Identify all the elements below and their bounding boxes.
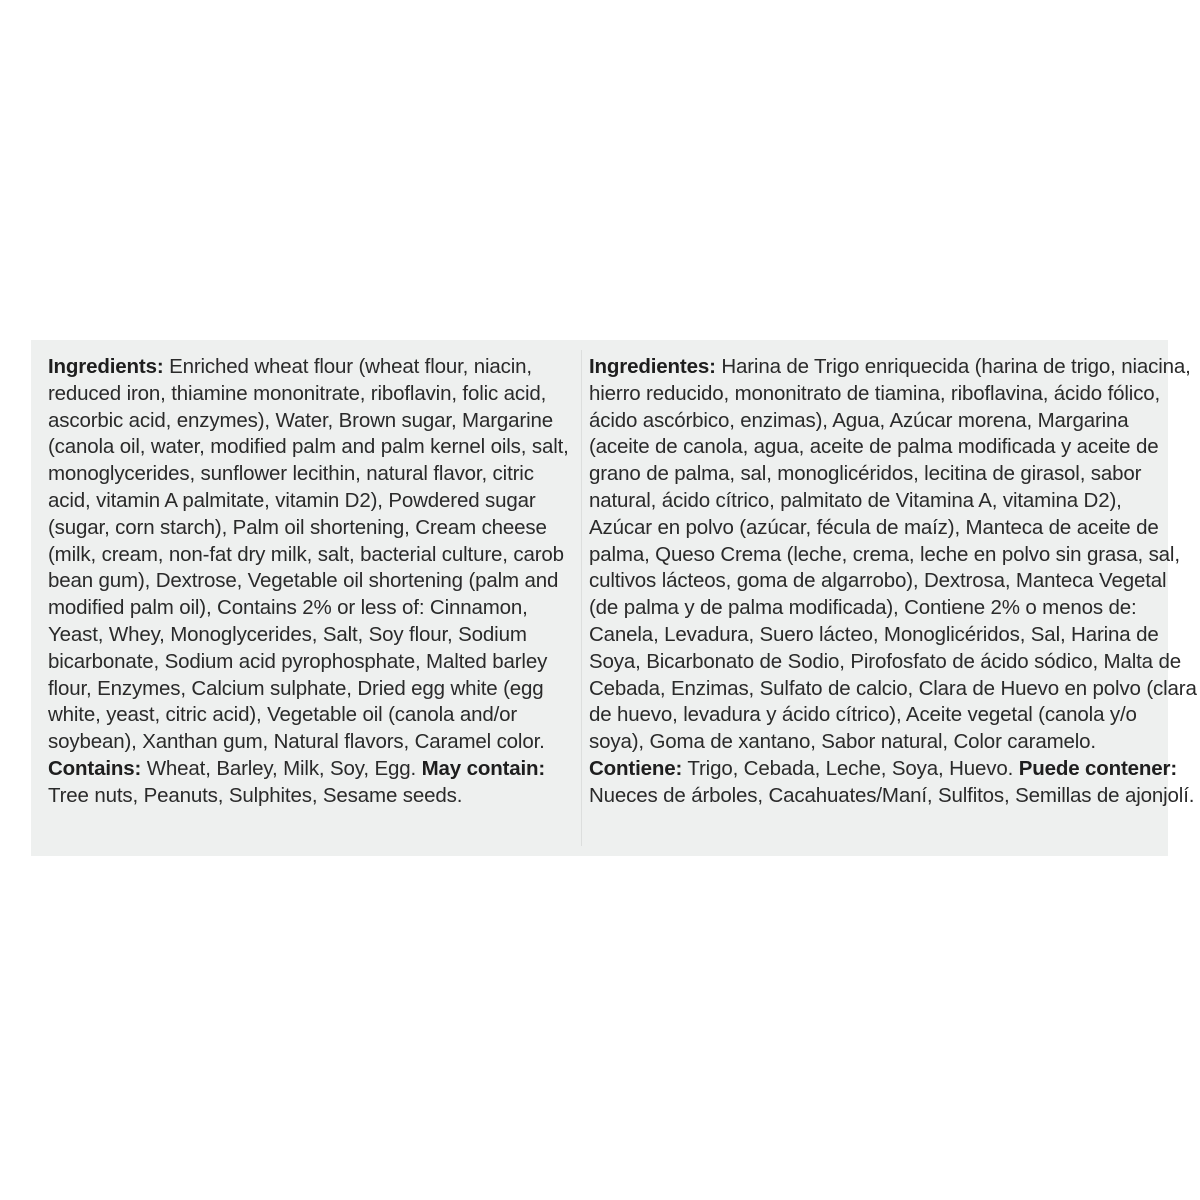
ingredientes-line: grano de palma, sal, monoglicéridos, lecitina de girasol, sabor: [589, 462, 1142, 486]
ingredients-line: (sugar, corn starch), Palm oil shortening, Cream cheese: [48, 515, 547, 539]
ingredientes-heading: Ingredientes:: [589, 355, 716, 378]
spanish-ingredients-column: [589, 354, 1197, 810]
puede-contener-text: Nueces de árboles, Cacahuates/Maní, Sulfitos, Semillas de ajonjolí.: [589, 783, 1195, 807]
may-contain-heading: May contain:: [421, 756, 546, 780]
alergenos-line: [589, 756, 1178, 783]
ingredientes-line: de huevo, levadura y ácido cítrico), Aceite vegetal (canola y/o: [589, 703, 1137, 727]
ingredients-line: acid, vitamin A palmitate, vitamin D2), Powdered sugar: [48, 488, 536, 512]
english-ingredients-column: [48, 354, 588, 810]
ingredient-label-panel: [31, 340, 1197, 856]
ingredients-line: soybean), Xanthan gum, Natural flavors, Caramel color.: [48, 730, 545, 754]
ingredientes-line: hierro reducido, mononitrato de tiamina, riboflavina, ácido fólico,: [589, 381, 1161, 405]
ingredientes-line: ácido ascórbico, enzimas), Agua, Azúcar morena, Margarina: [589, 408, 1129, 432]
ingredientes-line: Azúcar en polvo (azúcar, fécula de maíz), Manteca de aceite de: [589, 515, 1159, 539]
ingredients-line: white, yeast, citric acid), Vegetable oil (canola and/or: [48, 703, 518, 727]
ingredients-line: Yeast, Whey, Monoglycerides, Salt, Soy flour, Sodium: [48, 622, 527, 646]
contiene-heading: Contiene:: [589, 756, 683, 780]
ingredientes-line: (de palma y de palma modificada), Contiene 2% o menos de:: [589, 596, 1137, 620]
ingredients-line: bean gum), Dextrose, Vegetable oil shortening (palm and: [48, 569, 559, 593]
ingredients-line: Ingredients: Enriched wheat flour (wheat flour, niacin,: [48, 355, 532, 378]
ingredients-line: modified palm oil), Contains 2% or less of: Cinnamon,: [48, 596, 528, 620]
may-contain-text: Tree nuts, Peanuts, Sulphites, Sesame seeds.: [48, 783, 463, 807]
contiene-text: Trigo, Cebada, Leche, Soya, Huevo.: [687, 756, 1014, 780]
ingredients-line: monoglycerides, sunflower lecithin, natural flavor, citric: [48, 462, 534, 486]
ingredients-heading: Ingredients:: [48, 355, 164, 378]
ingredients-line: (canola oil, water, modified palm and palm kernel oils, salt,: [48, 435, 569, 459]
ingredientes-line: Ingredientes: Harina de Trigo enriquecida (harina de trigo, niacina,: [589, 355, 1191, 378]
ingredients-line: ascorbic acid, enzymes), Water, Brown sugar, Margarine: [48, 408, 553, 432]
contains-text: Wheat, Barley, Milk, Soy, Egg.: [146, 756, 417, 780]
ingredientes-line: soya), Goma de xantano, Sabor natural, Color caramelo.: [589, 730, 1096, 754]
allergen-line: [48, 756, 588, 783]
column-divider: [581, 350, 582, 846]
ingredients-line: reduced iron, thiamine mononitrate, riboflavin, folic acid,: [48, 381, 547, 405]
ingredientes-line: Soya, Bicarbonato de Sodio, Pirofosfato de ácido sódico, Malta de: [589, 649, 1181, 673]
ingredientes-line: palma, Queso Crema (leche, crema, leche en polvo sin grasa, sal,: [589, 542, 1180, 566]
ingredientes-line: Cebada, Enzimas, Sulfato de calcio, Clara de Huevo en polvo (clara: [589, 676, 1197, 700]
ingredients-line: bicarbonate, Sodium acid pyrophosphate, Malted barley: [48, 649, 548, 673]
ingredients-line: flour, Enzymes, Calcium sulphate, Dried egg white (egg: [48, 676, 544, 700]
ingredients-line: (milk, cream, non-fat dry milk, salt, bacterial culture, carob: [48, 542, 564, 566]
ingredientes-line: (aceite de canola, agua, aceite de palma modificada y aceite de: [589, 435, 1159, 459]
contains-heading: Contains:: [48, 756, 142, 780]
puede-contener-heading: Puede contener:: [1018, 756, 1178, 780]
ingredientes-line: Canela, Levadura, Suero lácteo, Monoglicéridos, Sal, Harina de: [589, 622, 1159, 646]
ingredientes-line: cultivos lácteos, goma de algarrobo), Dextrosa, Manteca Vegetal: [589, 569, 1167, 593]
ingredientes-line: natural, ácido cítrico, palmitato de Vitamina A, vitamina D2),: [589, 488, 1122, 512]
